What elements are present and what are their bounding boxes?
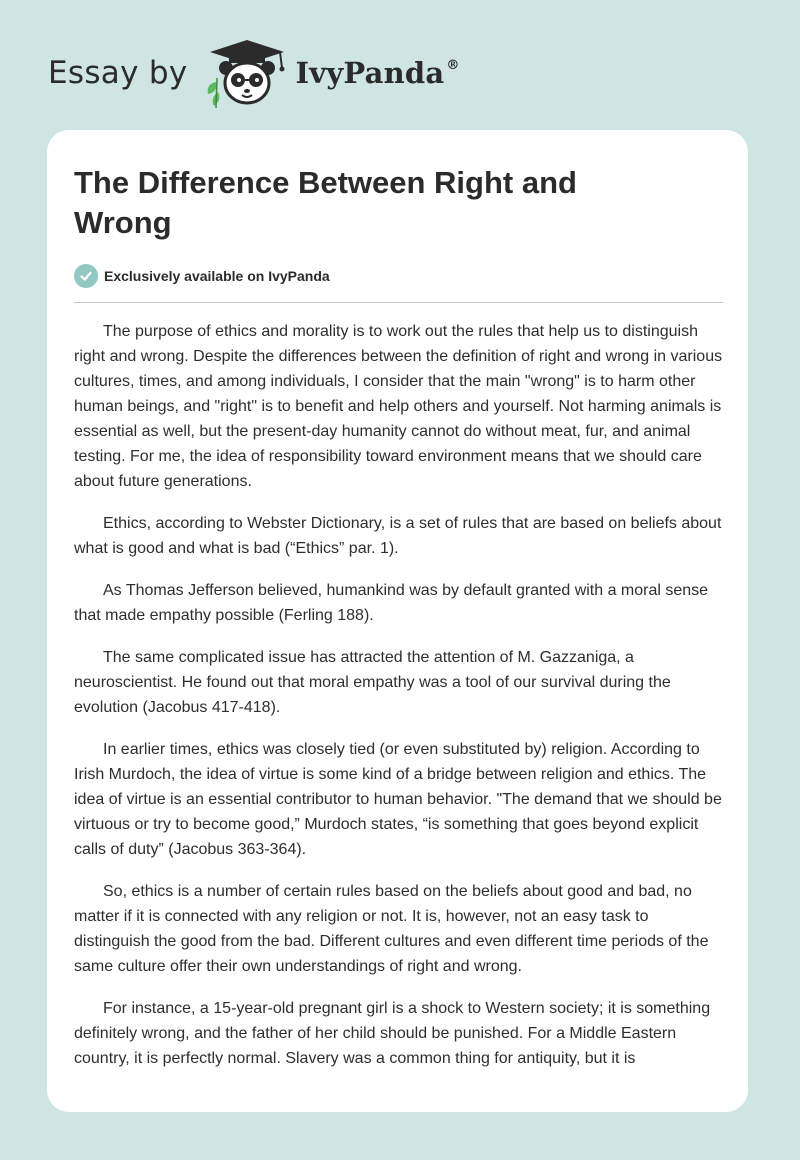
check-icon xyxy=(74,264,98,288)
divider xyxy=(74,302,723,303)
essay-by-label: Essay by xyxy=(48,55,188,91)
paragraph: For instance, a 15-year-old pregnant girl is a shock to Western society; it is something definitely wrong, and the father of her child should be punished. For a Middle Eastern country, it is perfectly normal. Slavery was a common thing for antiquity, but it is xyxy=(74,1000,711,1067)
paragraph: Ethics, according to Webster Dictionary, is a set of rules that are based on beliefs about what is good and what is bad (“Ethics” par. 1). xyxy=(74,515,722,557)
registered-mark: ® xyxy=(446,58,460,73)
essay-body xyxy=(74,319,726,1088)
exclusive-badge-text: Exclusively available on IvyPanda xyxy=(104,268,330,284)
paragraph: In earlier times, ethics was closely tied (or even substituted by) religion. According to Irish Murdoch, the idea of virtue is some kind of a bridge between religion and ethics. The idea of virtue is an essential contributor to human behavior. "The demand that we should be virtuous or try to become good,” Murdoch states, “is something that goes beyond explicit calls of duty” (Jacobus 363-364). xyxy=(74,741,722,858)
essay-title: The Difference Between Right and Wrong xyxy=(74,165,577,240)
exclusive-badge xyxy=(74,264,330,288)
brand-name xyxy=(296,56,460,90)
paragraph: As Thomas Jefferson believed, humankind was by default granted with a moral sense that made empathy possible (Ferling 188). xyxy=(74,582,709,624)
essay-card xyxy=(47,130,748,1112)
paragraph: The same complicated issue has attracted the attention of M. Gazzaniga, a neuroscientist. He found out that moral empathy was a tool of our survival during the evolution (Jacobus 417-418). xyxy=(74,649,671,716)
paragraph: So, ethics is a number of certain rules based on the beliefs about good and bad, no matter if it is connected with any religion or not. It is, however, not an easy task to distinguish the good from the bad. Different cultures and even different time periods of the same culture offer their own understandings of right and wrong. xyxy=(74,883,709,975)
paragraph: The purpose of ethics and morality is to work out the rules that help us to distinguish right and wrong. Despite the differences between the definition of right and wrong in various cultures, times, and among individuals, I consider that the main "wrong" is to harm other human beings, and "right" is to benefit and help others and yourself. Not harming animals is essential as well, but the present-day humanity cannot do without meat, fur, and animal testing. For me, the idea of responsibility toward environment means that we should care about future generations. xyxy=(74,323,723,490)
panda-graduate-icon xyxy=(202,38,292,108)
site-header xyxy=(48,38,460,108)
brand-text: IvyPanda xyxy=(295,56,445,90)
